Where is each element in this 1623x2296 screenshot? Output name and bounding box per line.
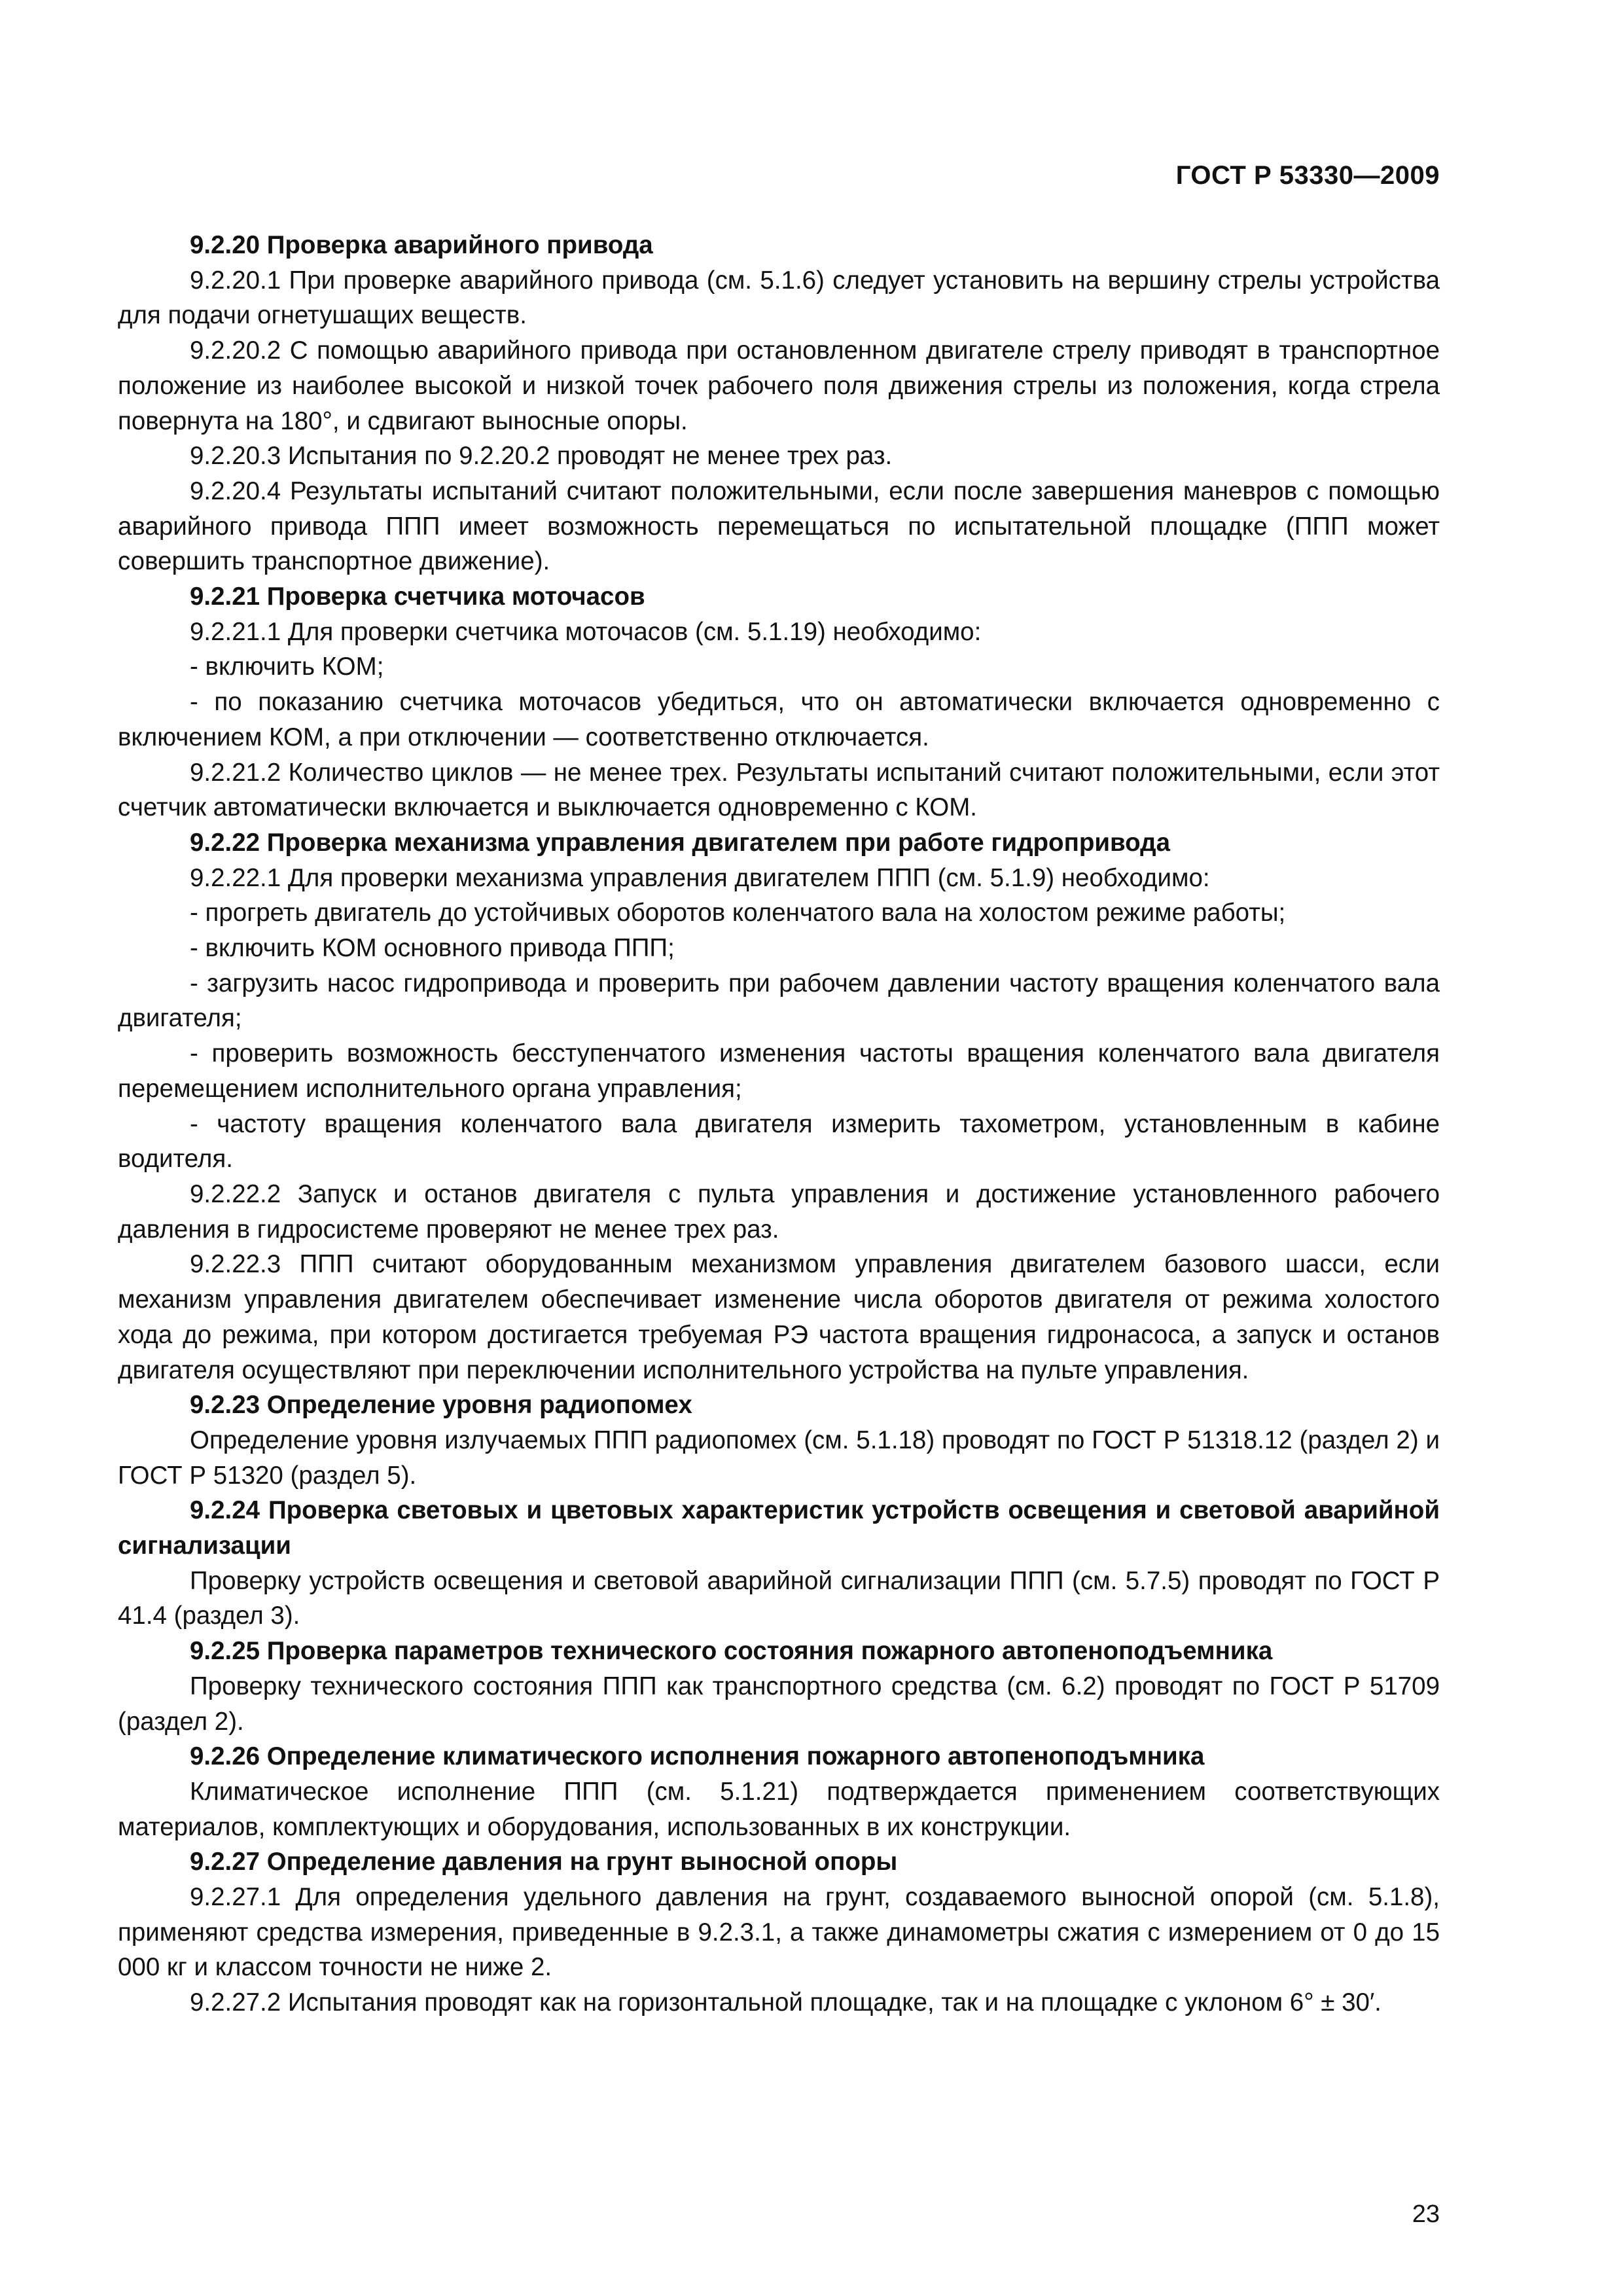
body-paragraph: Определение уровня излучаемых ППП радиопомех (см. 5.1.18) проводят по ГОСТ Р 51318.12 (раздел 2) и ГОСТ Р 51320 (раздел 5). [118,1426,1440,1490]
body-paragraph: - проверить возможность бесступенчатого изменения частоты вращения коленчатого вала двигателя перемещением исполнительного органа управления; [118,1039,1440,1103]
section-heading: 9.2.23 Определение уровня радиопомех [190,1391,692,1420]
body-paragraph: Проверку устройств освещения и световой аварийной сигнализации ППП (см. 5.7.5) проводят по ГОСТ Р 41.4 (раздел 3). [118,1566,1440,1630]
body-paragraph: 9.2.27.2 Испытания проводят как на горизонтальной площадке, так и на площадке с уклоном 6° ± 30′. [190,1988,1382,2017]
section-heading: 9.2.24 Проверка световых и цветовых характеристик устройств освещения и световой аварийной сигнализации [118,1496,1440,1560]
body-paragraph: - по показанию счетчика моточасов убедиться, что он автоматически включается одновременно с включением КОМ, а при отключении — соответственно отключается. [118,688,1440,751]
body-paragraph: 9.2.20.4 Результаты испытаний считают положительными, если после завершения маневров с помощью аварийного привода ППП имеет возможность перемещаться по испытательной площадке (ППП может совершить транспортное движение). [118,476,1440,576]
section-heading: 9.2.25 Проверка параметров технического состояния пожарного автопеноподъемника [190,1637,1273,1666]
body-paragraph: 9.2.21.1 Для проверки счетчика моточасов (см. 5.1.19) необходимо: [190,617,982,646]
body-paragraph: 9.2.22.3 ППП считают оборудованным механизмом управления двигателем базового шасси, если механизм управления двигателем обеспечивает изменение числа оборотов двигателя от режима холостого хода до режима, при котором достигается требуемая РЭ частота вращения гидронасоса, а запуск и останов двигателя осуществляют при переключении исполнительного устройства на пульте управления. [118,1250,1440,1384]
body-paragraph: - включить КОМ; [190,653,384,681]
body-paragraph: 9.2.21.2 Количество циклов — не менее трех. Результаты испытаний считают положительными, если этот счетчик автоматически включается и выключается одновременно с КОМ. [118,758,1440,822]
section-heading: 9.2.22 Проверка механизма управления двигателем при работе гидропривода [190,828,1171,857]
section-heading: 9.2.27 Определение давления на грунт выносной опоры [190,1848,898,1876]
section-heading: 9.2.26 Определение климатического исполнения пожарного автопеноподъмника [190,1742,1205,1771]
section-heading: 9.2.20 Проверка аварийного привода [190,231,653,259]
body-paragraph: 9.2.22.1 Для проверки механизма управления двигателем ППП (см. 5.1.9) необходимо: [190,863,1210,892]
body-paragraph: 9.2.20.3 Испытания по 9.2.20.2 проводят не менее трех раз. [190,442,893,471]
body-paragraph: - прогреть двигатель до устойчивых оборотов коленчатого вала на холостом режиме работы; [190,899,1286,927]
body-paragraph: 9.2.20.2 С помощью аварийного привода при остановленном двигателе стрелу приводят в транспортное положение из наиболее высокой и низкой точек рабочего поля движения стрелы из положения, когда стрела повернута на 180°, и сдвигают выносные опоры. [118,336,1440,435]
body-paragraph: 9.2.27.1 Для определения удельного давления на грунт, создаваемого выносной опорой (см. 5.1.8), применяют средства измерения, приведенные в 9.2.3.1, а также динамометры сжатия с измерением от 0 до 15 000 кг и классом точности не ниже 2. [118,1883,1440,1982]
body-paragraph: Климатическое исполнение ППП (см. 5.1.21) подтверждается применением соответствующих материалов, комплектующих и оборудования, использованных в их конструкции. [118,1777,1440,1841]
body-paragraph: 9.2.20.1 При проверке аварийного привода (см. 5.1.6) следует установить на вершину стрелы устройства для подачи огнетушащих веществ. [118,266,1440,330]
section-heading: 9.2.21 Проверка счетчика моточасов [190,583,645,611]
document-body [118,228,1440,2020]
body-paragraph: Проверку технического состояния ППП как транспортного средства (см. 6.2) проводят по ГОСТ Р 51709 (раздел 2). [118,1672,1440,1736]
body-paragraph: - загрузить насос гидропривода и проверить при рабочем давлении частоту вращения коленчатого вала двигателя; [118,969,1440,1033]
body-paragraph: - частоту вращения коленчатого вала двигателя измерить тахометром, установленным в кабине водителя. [118,1109,1440,1174]
document-number: ГОСТ Р 53330—2009 [1175,161,1440,190]
page-number: 23 [1412,2200,1440,2228]
body-paragraph: - включить КОМ основного привода ППП; [190,934,675,963]
body-paragraph: 9.2.22.2 Запуск и останов двигателя с пульта управления и достижение установленного рабочего давления в гидросистеме проверяют не менее трех раз. [118,1179,1440,1244]
